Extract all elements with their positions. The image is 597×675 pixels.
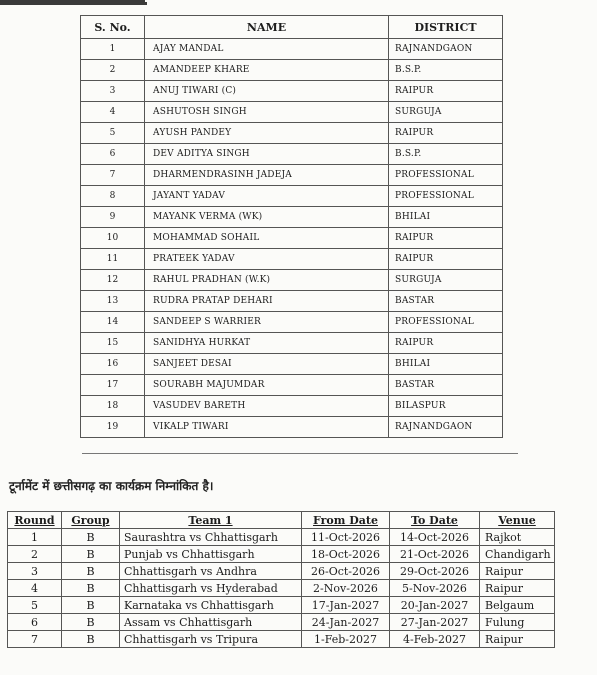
venue-cell: Raipur bbox=[480, 580, 555, 597]
player-district: SURGUJA bbox=[389, 270, 503, 291]
player-row bbox=[81, 207, 503, 228]
player-row bbox=[81, 123, 503, 144]
player-row bbox=[81, 165, 503, 186]
player-name: DEV ADITYA SINGH bbox=[145, 144, 389, 165]
team-cell: Chhattisgarh vs Hyderabad bbox=[120, 580, 302, 597]
players-body bbox=[81, 39, 503, 438]
to-date-cell: 5-Nov-2026 bbox=[390, 580, 480, 597]
to-date-cell: 29-Oct-2026 bbox=[390, 563, 480, 580]
venue-cell: Chandigarh bbox=[480, 546, 555, 563]
player-row bbox=[81, 270, 503, 291]
header-district: DISTRICT bbox=[389, 16, 503, 39]
team-cell: Punjab vs Chhattisgarh bbox=[120, 546, 302, 563]
player-sno: 18 bbox=[81, 396, 145, 417]
player-district: BILASPUR bbox=[389, 396, 503, 417]
player-row bbox=[81, 102, 503, 123]
schedule-table bbox=[7, 511, 555, 648]
players-table bbox=[80, 15, 503, 438]
player-sno: 15 bbox=[81, 333, 145, 354]
team-cell: Chhattisgarh vs Andhra bbox=[120, 563, 302, 580]
player-district: PROFESSIONAL bbox=[389, 165, 503, 186]
from-date-cell: 26-Oct-2026 bbox=[302, 563, 390, 580]
round-cell: 7 bbox=[8, 631, 62, 648]
player-name: SANJEET DESAI bbox=[145, 354, 389, 375]
player-district: RAIPUR bbox=[389, 228, 503, 249]
player-sno: 5 bbox=[81, 123, 145, 144]
header-venue: Venue bbox=[480, 512, 555, 529]
player-name: AJAY MANDAL bbox=[145, 39, 389, 60]
player-row bbox=[81, 81, 503, 102]
player-sno: 14 bbox=[81, 312, 145, 333]
from-date-cell: 11-Oct-2026 bbox=[302, 529, 390, 546]
schedule-row bbox=[8, 614, 555, 631]
round-cell: 6 bbox=[8, 614, 62, 631]
player-row bbox=[81, 375, 503, 396]
player-name: DHARMENDRASINH JADEJA bbox=[145, 165, 389, 186]
player-sno: 3 bbox=[81, 81, 145, 102]
venue-cell: Raipur bbox=[480, 631, 555, 648]
venue-cell: Belgaum bbox=[480, 597, 555, 614]
from-date-cell: 2-Nov-2026 bbox=[302, 580, 390, 597]
player-sno: 16 bbox=[81, 354, 145, 375]
venue-cell: Raipur bbox=[480, 563, 555, 580]
player-sno: 2 bbox=[81, 60, 145, 81]
round-cell: 5 bbox=[8, 597, 62, 614]
player-name: AYUSH PANDEY bbox=[145, 123, 389, 144]
schedule-row bbox=[8, 529, 555, 546]
player-row bbox=[81, 186, 503, 207]
from-date-cell: 17-Jan-2027 bbox=[302, 597, 390, 614]
group-cell: B bbox=[62, 529, 120, 546]
to-date-cell: 14-Oct-2026 bbox=[390, 529, 480, 546]
team-cell: Karnataka vs Chhattisgarh bbox=[120, 597, 302, 614]
player-sno: 1 bbox=[81, 39, 145, 60]
player-name: PRATEEK YADAV bbox=[145, 249, 389, 270]
players-header-row bbox=[81, 16, 503, 39]
player-sno: 9 bbox=[81, 207, 145, 228]
schedule-header-row bbox=[8, 512, 555, 529]
team-cell: Assam vs Chhattisgarh bbox=[120, 614, 302, 631]
player-row bbox=[81, 291, 503, 312]
player-district: B.S.P. bbox=[389, 144, 503, 165]
header-group: Group bbox=[62, 512, 120, 529]
from-date-cell: 1-Feb-2027 bbox=[302, 631, 390, 648]
group-cell: B bbox=[62, 546, 120, 563]
player-name: ASHUTOSH SINGH bbox=[145, 102, 389, 123]
player-name: SOURABH MAJUMDAR bbox=[145, 375, 389, 396]
player-sno: 4 bbox=[81, 102, 145, 123]
player-sno: 8 bbox=[81, 186, 145, 207]
player-district: BASTAR bbox=[389, 375, 503, 396]
player-name: SANIDHYA HURKAT bbox=[145, 333, 389, 354]
player-row bbox=[81, 39, 503, 60]
to-date-cell: 4-Feb-2027 bbox=[390, 631, 480, 648]
schedule-body bbox=[8, 529, 555, 648]
player-district: B.S.P. bbox=[389, 60, 503, 81]
player-row bbox=[81, 249, 503, 270]
player-row bbox=[81, 228, 503, 249]
player-name: SANDEEP S WARRIER bbox=[145, 312, 389, 333]
venue-cell: Rajkot bbox=[480, 529, 555, 546]
player-name: ANUJ TIWARI (C) bbox=[145, 81, 389, 102]
group-cell: B bbox=[62, 631, 120, 648]
to-date-cell: 27-Jan-2027 bbox=[390, 614, 480, 631]
player-name: RUDRA PRATAP DEHARI bbox=[145, 291, 389, 312]
header-name: NAME bbox=[145, 16, 389, 39]
to-date-cell: 20-Jan-2027 bbox=[390, 597, 480, 614]
player-district: BHILAI bbox=[389, 354, 503, 375]
player-district: RAIPUR bbox=[389, 249, 503, 270]
player-name: JAYANT YADAV bbox=[145, 186, 389, 207]
player-sno: 17 bbox=[81, 375, 145, 396]
schedule-row bbox=[8, 563, 555, 580]
player-row bbox=[81, 60, 503, 81]
section-divider bbox=[82, 453, 518, 454]
from-date-cell: 24-Jan-2027 bbox=[302, 614, 390, 631]
from-date-cell: 18-Oct-2026 bbox=[302, 546, 390, 563]
player-sno: 13 bbox=[81, 291, 145, 312]
schedule-intro: टूर्नामेंट में छत्तीसगढ़ का कार्यक्रम निम्नांकित है। bbox=[9, 479, 214, 493]
header-to-date: To Date bbox=[390, 512, 480, 529]
player-district: RAJNANDGAON bbox=[389, 39, 503, 60]
header-team: Team 1 bbox=[120, 512, 302, 529]
player-sno: 7 bbox=[81, 165, 145, 186]
player-district: PROFESSIONAL bbox=[389, 312, 503, 333]
player-row bbox=[81, 354, 503, 375]
round-cell: 1 bbox=[8, 529, 62, 546]
team-cell: Saurashtra vs Chhattisgarh bbox=[120, 529, 302, 546]
player-row bbox=[81, 417, 503, 438]
header-from-date: From Date bbox=[302, 512, 390, 529]
player-district: BASTAR bbox=[389, 291, 503, 312]
player-name: AMANDEEP KHARE bbox=[145, 60, 389, 81]
top-rule bbox=[0, 0, 145, 5]
top-rule-tick bbox=[145, 2, 147, 5]
player-district: PROFESSIONAL bbox=[389, 186, 503, 207]
header-round: Round bbox=[8, 512, 62, 529]
player-district: RAJNANDGAON bbox=[389, 417, 503, 438]
player-name: MOHAMMAD SOHAIL bbox=[145, 228, 389, 249]
player-sno: 10 bbox=[81, 228, 145, 249]
player-name: VASUDEV BARETH bbox=[145, 396, 389, 417]
player-name: VIKALP TIWARI bbox=[145, 417, 389, 438]
player-sno: 12 bbox=[81, 270, 145, 291]
player-district: RAIPUR bbox=[389, 123, 503, 144]
schedule-row bbox=[8, 580, 555, 597]
player-name: MAYANK VERMA (WK) bbox=[145, 207, 389, 228]
player-name: RAHUL PRADHAN (W.K) bbox=[145, 270, 389, 291]
group-cell: B bbox=[62, 614, 120, 631]
player-district: RAIPUR bbox=[389, 81, 503, 102]
player-row bbox=[81, 333, 503, 354]
schedule-row bbox=[8, 597, 555, 614]
player-row bbox=[81, 144, 503, 165]
round-cell: 3 bbox=[8, 563, 62, 580]
group-cell: B bbox=[62, 563, 120, 580]
round-cell: 4 bbox=[8, 580, 62, 597]
player-sno: 11 bbox=[81, 249, 145, 270]
round-cell: 2 bbox=[8, 546, 62, 563]
group-cell: B bbox=[62, 580, 120, 597]
player-row bbox=[81, 396, 503, 417]
player-district: BHILAI bbox=[389, 207, 503, 228]
group-cell: B bbox=[62, 597, 120, 614]
player-sno: 6 bbox=[81, 144, 145, 165]
venue-cell: Fulung bbox=[480, 614, 555, 631]
player-district: SURGUJA bbox=[389, 102, 503, 123]
player-sno: 19 bbox=[81, 417, 145, 438]
header-sno: S. No. bbox=[81, 16, 145, 39]
schedule-row bbox=[8, 546, 555, 563]
player-district: RAIPUR bbox=[389, 333, 503, 354]
team-cell: Chhattisgarh vs Tripura bbox=[120, 631, 302, 648]
player-row bbox=[81, 312, 503, 333]
schedule-row bbox=[8, 631, 555, 648]
to-date-cell: 21-Oct-2026 bbox=[390, 546, 480, 563]
